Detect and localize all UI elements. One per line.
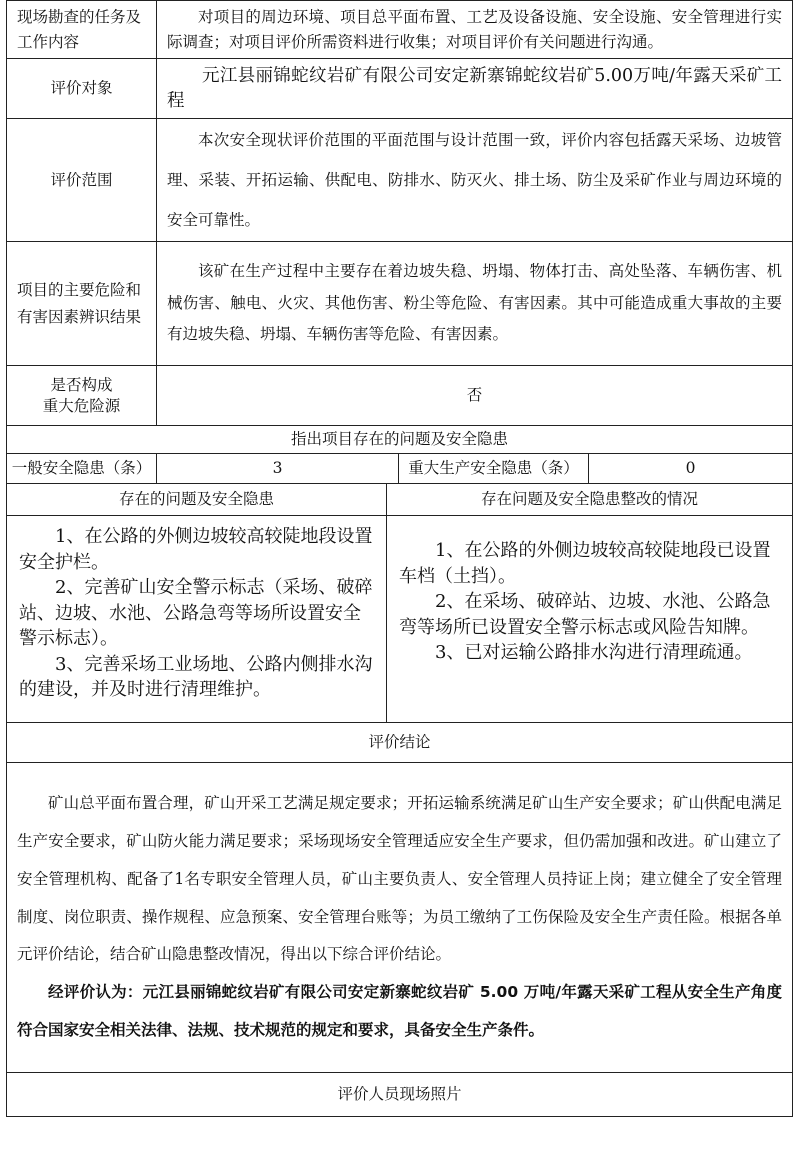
general-issues-label: 一般安全隐患（条） — [7, 454, 157, 484]
row-major-hazard — [7, 366, 793, 426]
verdict-prefix: 经评价认为： — [48, 983, 143, 1002]
survey-label: 现场勘查的任务及工作内容 — [7, 1, 157, 59]
row-issue-counts — [7, 454, 793, 484]
row-scope — [7, 119, 793, 242]
evaluation-summary-table — [6, 0, 793, 1117]
conclusion-verdict — [17, 974, 782, 1050]
rectification-item: 3、已对运输公路排水沟进行清理疏通。 — [435, 642, 753, 664]
object-label: 评价对象 — [7, 59, 157, 119]
rectification-column-header: 存在问题及安全隐患整改的情况 — [387, 484, 793, 516]
row-hazards — [7, 242, 793, 366]
rectification-item: 2、在采场、破碎站、边坡、水池、公路急弯等场所已设置安全警示标志或风险告知牌。 — [399, 591, 771, 638]
conclusion-title: 评价结论 — [7, 723, 793, 763]
conclusion-paragraph: 矿山总平面布置合理，矿山开采工艺满足规定要求；开拓运输系统满足矿山生产安全要求；矿山供配电满足生产安全要求，矿山防火能力满足要求；采场现场安全管理适应安全生产要求，但仍需加强和改进。矿山建立了安全管理机构、配备了1名专职安全管理人员，矿山主要负责人、安全管理人员持证上岗；建立健全了安全管理制度、岗位职责、操作规程、应急预案、安全管理台账等；为员工缴纳了工伤保险及安全生产责任险。根据各单元评价结论，结合矿山隐患整改情况，得出以下综合评价结论。 — [17, 793, 783, 964]
row-conclusion-title — [7, 723, 793, 763]
hazards-content: 该矿在生产过程中主要存在着边坡失稳、坍塌、物体打击、高处坠落、车辆伤害、机械伤害、触电、火灾、其他伤害、粉尘等危险、有害因素。其中可能造成重大事故的主要有边坡失稳、坍塌、车辆伤害等危险、有害因素。 — [157, 242, 793, 366]
row-issues-title — [7, 426, 793, 454]
major-hazard-label — [7, 366, 157, 426]
photos-title: 评价人员现场照片 — [7, 1073, 793, 1117]
survey-content: 对项目的周边环境、项目总平面布置、工艺及设备设施、安全设施、安全管理进行实际调查；对项目评价所需资料进行收集；对项目评价有关问题进行沟通。 — [157, 1, 793, 59]
rectification-list — [387, 516, 793, 723]
problems-list — [7, 516, 387, 723]
row-object — [7, 59, 793, 119]
row-issue-columns — [7, 484, 793, 516]
row-issue-details — [7, 516, 793, 723]
row-photos-title — [7, 1073, 793, 1117]
problems-column-header: 存在的问题及安全隐患 — [7, 484, 387, 516]
major-issues-count: 0 — [589, 454, 793, 484]
problem-item: 1、在公路的外侧边坡较高较陡地段设置安全护栏。 — [19, 526, 373, 573]
conclusion-body — [7, 763, 793, 1073]
major-hazard-label-line2: 重大危险源 — [42, 396, 121, 415]
general-issues-count: 3 — [157, 454, 399, 484]
issues-section-title: 指出项目存在的问题及安全隐患 — [7, 426, 793, 454]
major-issues-label: 重大生产安全隐患（条） — [399, 454, 589, 484]
major-hazard-value: 否 — [157, 366, 793, 426]
hazards-label: 项目的主要危险和有害因素辨识结果 — [7, 242, 157, 366]
object-content: 元江县丽锦蛇纹岩矿有限公司安定新寨锦蛇纹岩矿5.00万吨/年露天采矿工程 — [157, 59, 793, 119]
problem-item: 3、完善采场工业场地、公路内侧排水沟的建设，并及时进行清理维护。 — [19, 653, 373, 701]
scope-label: 评价范围 — [7, 119, 157, 242]
rectification-item: 1、在公路的外侧边坡较高较陡地段已设置车档（土挡）。 — [399, 540, 771, 587]
scope-content: 本次安全现状评价范围的平面范围与设计范围一致，评价内容包括露天采场、边坡管理、采装、开拓运输、供配电、防排水、防灭火、排土场、防尘及采矿作业与周边环境的安全可靠性。 — [157, 119, 793, 242]
problem-item: 2、完善矿山安全警示标志（采场、破碎站、边坡、水池、公路急弯等场所设置安全警示标志）。 — [19, 577, 373, 650]
row-survey — [7, 1, 793, 59]
major-hazard-label-line1: 是否构成 — [50, 375, 113, 394]
verdict-body: 元江县丽锦蛇纹岩矿有限公司安定新寨蛇纹岩矿 5.00 万吨/年露天采矿工程从安全生产角度符合国家安全相关法律、法规、技术规范的规定和要求，具备安全生产条件。 — [17, 983, 783, 1040]
row-conclusion-body — [7, 763, 793, 1073]
